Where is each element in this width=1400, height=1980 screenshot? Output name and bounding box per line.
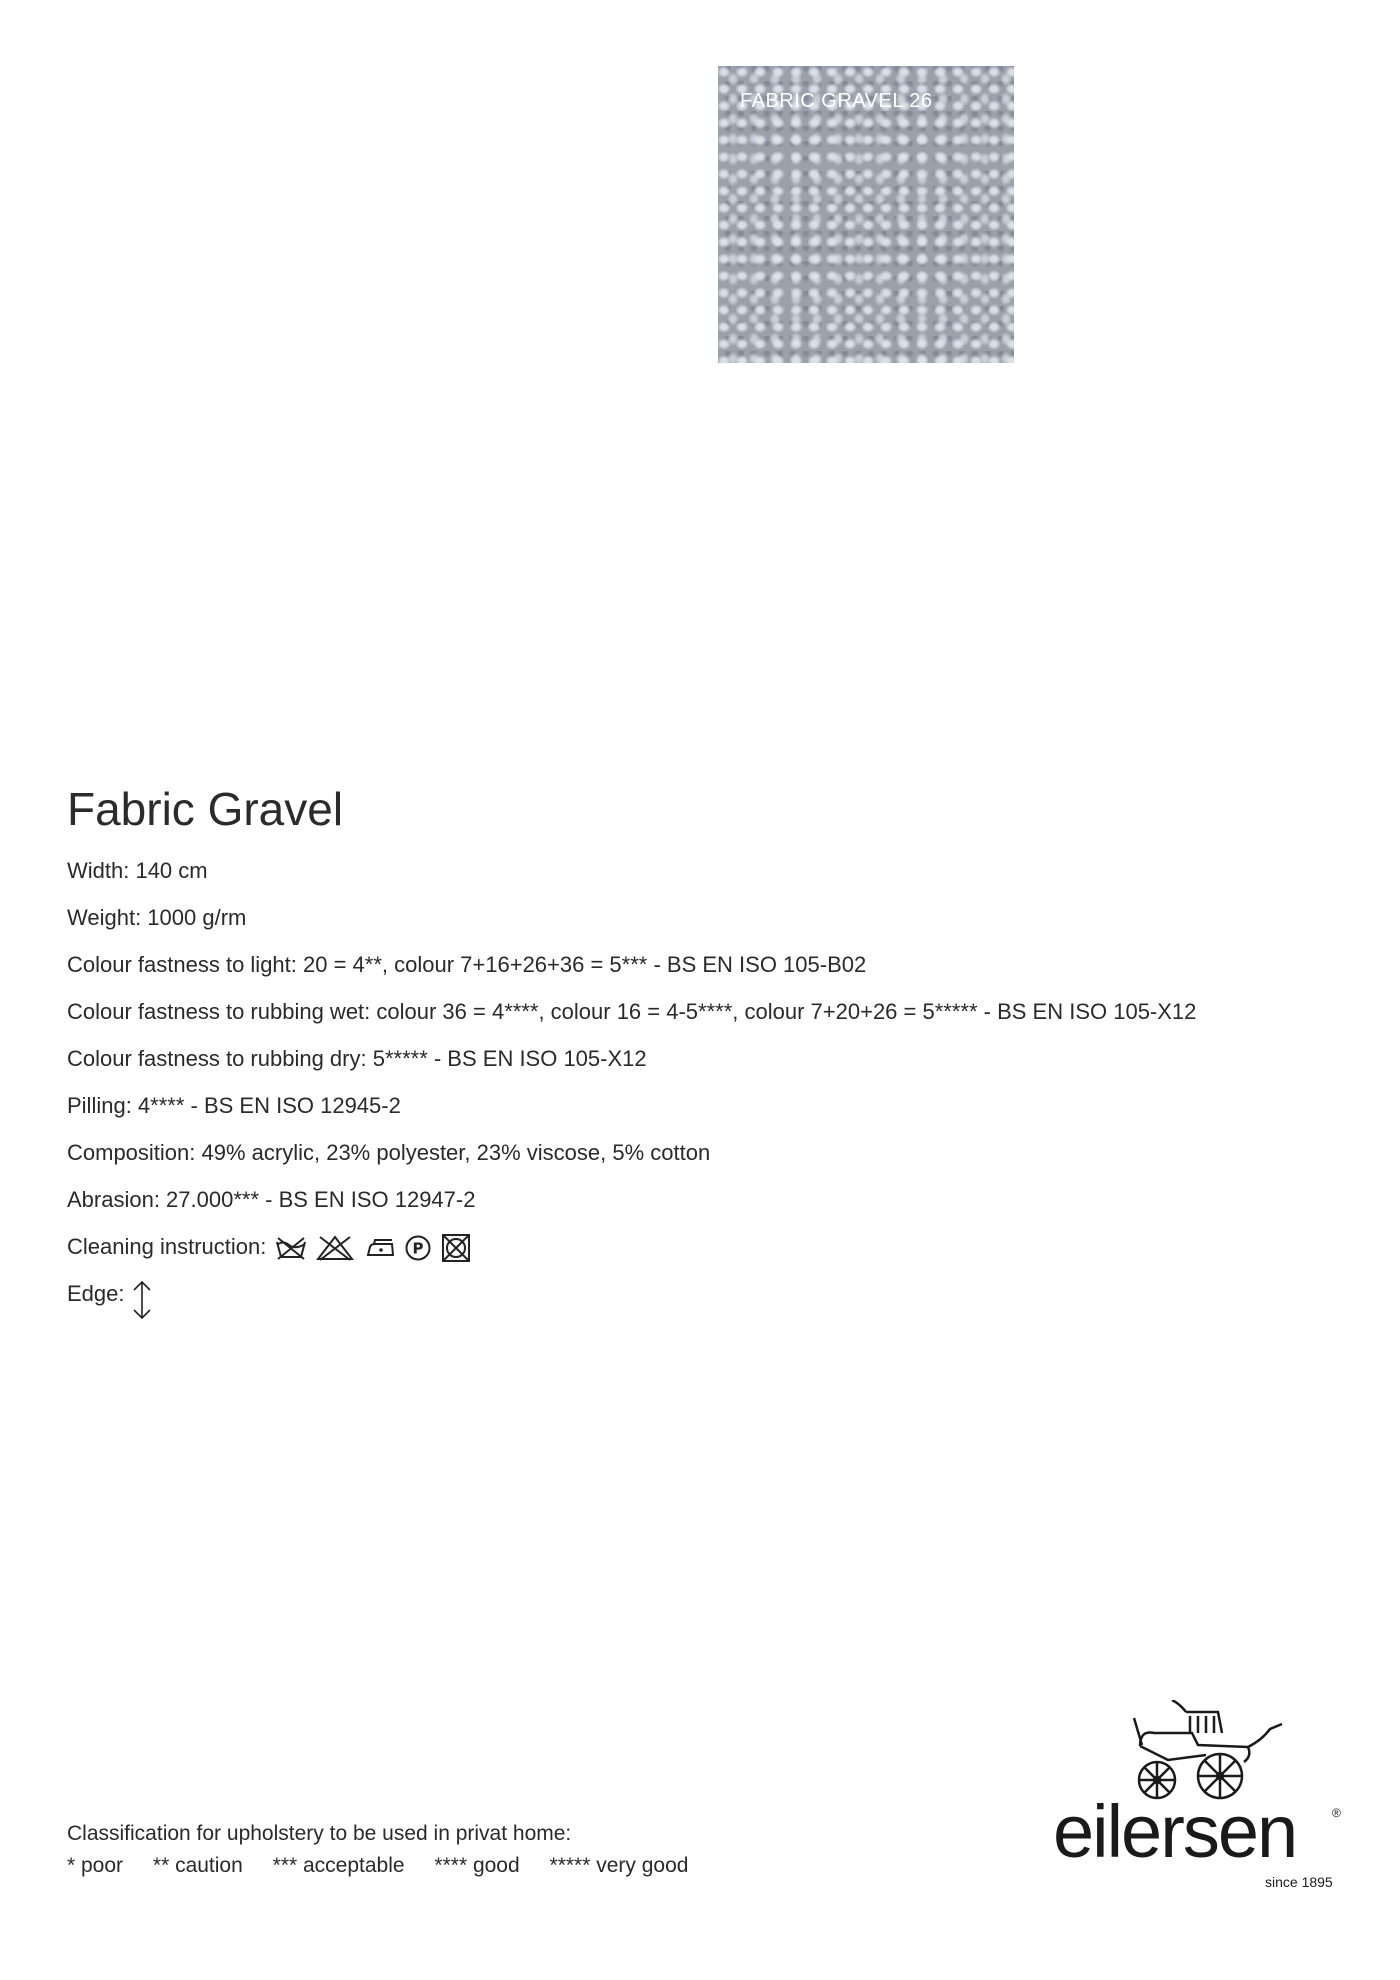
do-not-bleach-icon bbox=[316, 1235, 354, 1261]
spec-colour-fastness-light: Colour fastness to light: 20 = 4**, colour 7+16+26+36 = 5*** - BS EN ISO 105-B02 bbox=[67, 952, 867, 977]
legend-item-caution: ** caution bbox=[152, 1854, 243, 1877]
logo-registered-mark: ® bbox=[1332, 1806, 1341, 1820]
legend-item-good: **** good bbox=[434, 1854, 520, 1877]
svg-text:P: P bbox=[412, 1239, 424, 1258]
dry-clean-p-icon bbox=[404, 1234, 432, 1262]
do-not-wash-icon bbox=[274, 1235, 308, 1261]
spec-colour-fastness-rubbing-wet: Colour fastness to rubbing wet: colour 36 = 4****, colour 16 = 4-5****, colour 7+20+26 = 5***** - BS EN ISO 105-X12 bbox=[67, 999, 1197, 1024]
spec-colour-fastness-rubbing-dry: Colour fastness to rubbing dry: 5***** - BS EN ISO 105-X12 bbox=[67, 1046, 647, 1071]
cleaning-label: Cleaning instruction: bbox=[67, 1234, 267, 1259]
spec-composition: Composition: 49% acrylic, 23% polyester, 23% viscose, 5% cotton bbox=[67, 1140, 711, 1165]
cleaning-icons bbox=[274, 1232, 472, 1264]
edge-label: Edge: bbox=[67, 1281, 125, 1306]
eilersen-logo bbox=[1050, 1700, 1350, 1900]
legend-item-poor: * poor bbox=[67, 1854, 124, 1877]
legend-item-very-good: ***** very good bbox=[549, 1854, 689, 1877]
logo-wordmark: eilersen bbox=[1053, 1790, 1297, 1873]
iron-low-icon bbox=[362, 1236, 396, 1260]
carriage-logo-icon bbox=[1120, 1700, 1300, 1800]
spec-pilling: Pilling: 4**** - BS EN ISO 12945-2 bbox=[67, 1093, 401, 1118]
legend-heading: Classification for upholstery to be used in privat home: bbox=[67, 1822, 572, 1845]
swatch-label: FABRIC GRAVEL 26 bbox=[740, 90, 933, 112]
spec-width: Width: 140 cm bbox=[67, 858, 208, 883]
legend-items bbox=[67, 1850, 712, 1882]
legend-item-acceptable: *** acceptable bbox=[272, 1854, 405, 1877]
spec-edge bbox=[67, 1279, 1196, 1326]
logo-since: since 1895 bbox=[1265, 1874, 1333, 1890]
spec-abrasion: Abrasion: 27.000*** - BS EN ISO 12947-2 bbox=[67, 1187, 476, 1212]
page-title: Fabric Gravel bbox=[67, 783, 344, 835]
classification-legend bbox=[67, 1818, 712, 1882]
specifications bbox=[67, 856, 1196, 1326]
fabric-swatch-image bbox=[718, 66, 1014, 363]
spec-cleaning bbox=[67, 1232, 1196, 1279]
do-not-tumble-dry-icon bbox=[440, 1232, 472, 1264]
spec-weight: Weight: 1000 g/rm bbox=[67, 905, 247, 930]
double-arrow-vertical-icon bbox=[129, 1279, 155, 1321]
